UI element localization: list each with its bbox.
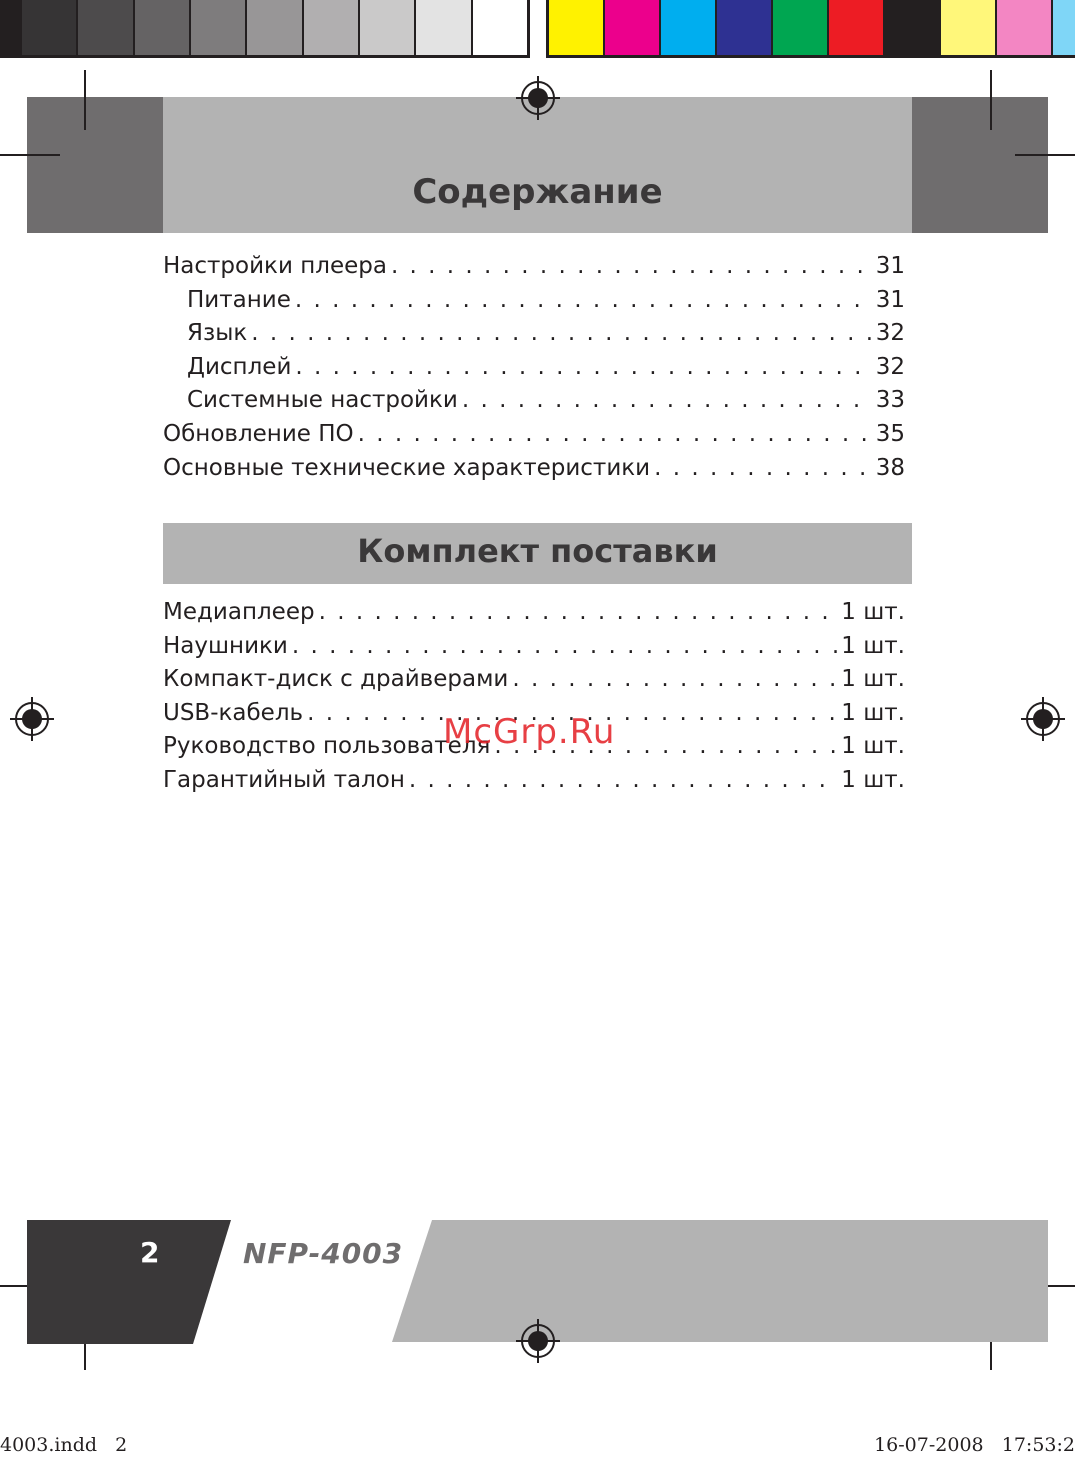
color-swatch: [1053, 0, 1075, 55]
item-label: Питание: [187, 286, 291, 313]
slug-filename: 4003.indd 2: [0, 1434, 128, 1456]
item-label: Руководство пользователя: [163, 733, 491, 760]
color-swatch: [135, 0, 191, 55]
dot-leader: [654, 455, 872, 481]
list-item: [163, 320, 905, 354]
slug-datetime: 16-07-2008 17:53:2: [874, 1434, 1075, 1456]
item-value: 1 шт.: [841, 666, 905, 693]
item-label: Основные технические характеристики: [163, 454, 651, 481]
process-color-bar: [546, 0, 1075, 58]
contents-list: [163, 253, 905, 488]
color-swatch: [941, 0, 997, 55]
item-label: Язык: [187, 320, 248, 347]
color-swatch: [247, 0, 303, 55]
item-value: 1 шт.: [841, 632, 905, 659]
list-item: [163, 767, 905, 801]
color-swatch: [605, 0, 661, 55]
color-swatch: [360, 0, 416, 55]
registration-mark-icon: [516, 1319, 560, 1363]
item-label: USB-кабель: [163, 699, 304, 726]
item-value: 1 шт.: [841, 699, 905, 726]
color-swatch: [661, 0, 717, 55]
page-number: 2: [140, 1236, 160, 1269]
color-swatch: [22, 0, 78, 55]
item-label: Дисплей: [187, 353, 292, 380]
item-value: 33: [875, 387, 905, 414]
list-item: [163, 387, 905, 421]
color-swatch: [773, 0, 829, 55]
item-label: Настройки плеера: [163, 253, 387, 279]
color-swatch: [717, 0, 773, 55]
item-value: 1 шт.: [841, 766, 905, 793]
color-swatch: [78, 0, 134, 55]
list-item: [163, 633, 905, 667]
dot-leader: [295, 354, 871, 380]
registration-mark-icon: [516, 76, 560, 120]
color-swatch: [0, 0, 22, 55]
list-item: [163, 599, 905, 633]
color-swatch: [549, 0, 605, 55]
item-value: 32: [875, 353, 905, 380]
color-swatch: [191, 0, 247, 55]
item-value: 32: [875, 320, 905, 347]
dot-leader: [391, 253, 872, 279]
dot-leader: [512, 666, 837, 692]
crop-mark: [990, 70, 992, 130]
color-swatch: [473, 0, 527, 55]
item-label: Наушники: [163, 632, 288, 659]
page-title: Содержание: [412, 172, 663, 212]
dot-leader: [409, 767, 837, 793]
list-item: [163, 253, 905, 287]
item-value: 1 шт.: [841, 599, 905, 625]
footer-light-block: [392, 1220, 1048, 1342]
package-list: [163, 599, 905, 801]
dot-leader: [462, 387, 872, 413]
item-value: 31: [875, 286, 905, 313]
list-item: [163, 455, 905, 489]
color-swatch: [416, 0, 472, 55]
item-label: Компакт-диск с драйверами: [163, 666, 509, 693]
item-label: Гарантийный талон: [163, 766, 405, 793]
color-swatch: [829, 0, 885, 55]
header-left-block: [27, 97, 163, 233]
dot-leader: [292, 633, 837, 659]
color-swatch: [997, 0, 1053, 55]
item-value: 38: [875, 454, 905, 481]
registration-mark-icon: [10, 697, 54, 741]
list-item: [163, 421, 905, 455]
header-right-block: [912, 97, 1048, 233]
item-value: 31: [875, 253, 905, 279]
color-swatch: [304, 0, 360, 55]
crop-mark: [84, 70, 86, 130]
item-label: Системные настройки: [187, 387, 458, 414]
crop-mark: [0, 154, 60, 156]
model-name: NFP-4003: [243, 1237, 404, 1270]
item-label: Обновление ПО: [163, 420, 354, 447]
dot-leader: [295, 287, 872, 313]
grayscale-color-bar: [0, 0, 530, 58]
registration-mark-icon: [1021, 697, 1065, 741]
dot-leader: [319, 599, 838, 625]
section-title: Комплект поставки: [357, 532, 718, 570]
item-value: 1 шт.: [841, 733, 905, 760]
list-item: [163, 666, 905, 700]
watermark: McGrp.Ru: [443, 712, 616, 752]
color-swatch: [885, 0, 941, 55]
item-label: Медиаплеер: [163, 599, 315, 625]
list-item: [163, 287, 905, 321]
list-item: [163, 354, 905, 388]
footer-dark-block: [27, 1220, 231, 1344]
item-value: 35: [875, 420, 905, 447]
dot-leader: [251, 320, 871, 346]
dot-leader: [358, 421, 872, 447]
crop-mark: [1015, 154, 1075, 156]
